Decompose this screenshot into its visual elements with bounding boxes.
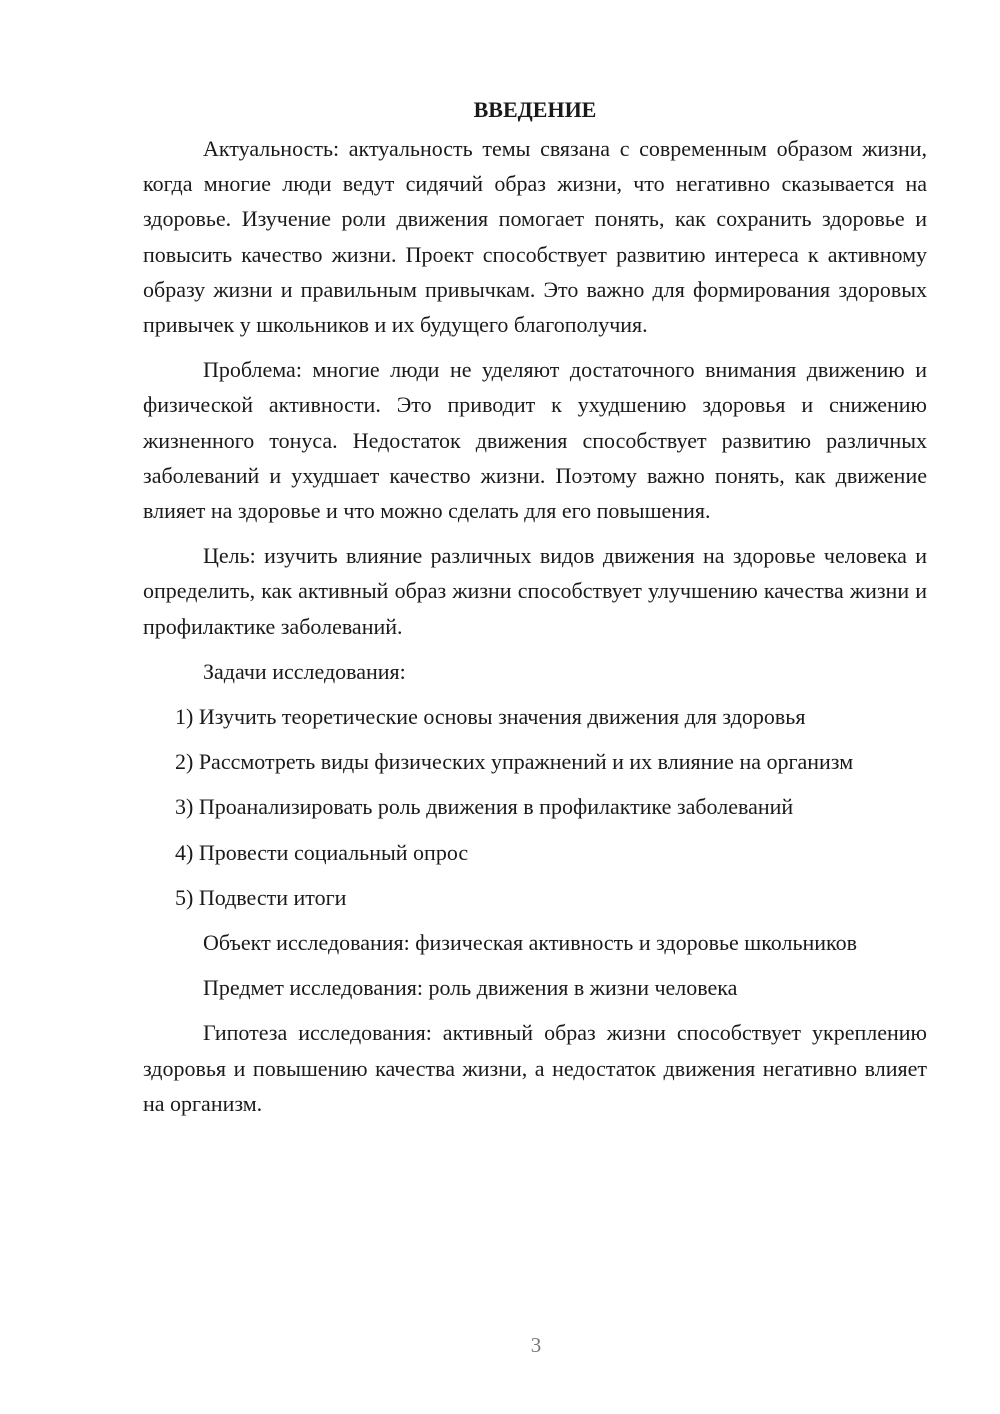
task-item-4: 4) Провести социальный опрос: [175, 839, 469, 865]
goal-paragraph: Цель: изучить влияние различных видов движения на здоровье человека и определить, как активный образ жизни способствует улучшению качества жизни и профилактике заболеваний.: [143, 543, 927, 639]
document-page: [143, 92, 927, 1131]
section-heading: ВВЕДЕНИЕ: [473, 97, 597, 122]
hypothesis-paragraph: Гипотеза исследования: активный образ жизни способствует укреплению здоровья и повышению качества жизни, а недостаток движения негативно влияет на организм.: [143, 1020, 927, 1116]
subject-paragraph: Предмет исследования: роль движения в жизни человека: [203, 975, 738, 1001]
task-item-5: 5) Подвести итоги: [175, 884, 347, 910]
task-item-2: 2) Рассмотреть виды физических упражнений и их влияние на организм: [175, 749, 854, 775]
problem-paragraph: Проблема: многие люди не уделяют достаточного внимания движению и физической активности. Это приводит к ухудшению здоровья и снижению жизненного тонуса. Недостаток движения способствует развитию различных заболеваний и ухудшает качество жизни. Поэтому важно понять, как движение влияет на здоровье и что можно сделать для его повышения.: [143, 357, 927, 524]
tasks-title: Задачи исследования:: [203, 658, 406, 684]
relevance-paragraph: Актуальность: актуальность темы связана с современным образом жизни, когда многие люди ведут сидячий образ жизни, что негативно сказывается на здоровье. Изучение роли движения помогает понять, как сохранить здоровье и повысить качество жизни. Проект способствует развитию интереса к активному образу жизни и правильным привычкам. Это важно для формирования здоровых привычек у школьников и их будущего благополучия.: [143, 136, 927, 338]
page-number: 3: [530, 1333, 542, 1357]
task-item-1: 1) Изучить теоретические основы значения движения для здоровья: [175, 704, 806, 730]
object-paragraph: Объект исследования: физическая активность и здоровье школьников: [203, 930, 858, 956]
task-item-3: 3) Проанализировать роль движения в профилактике заболеваний: [175, 794, 794, 820]
